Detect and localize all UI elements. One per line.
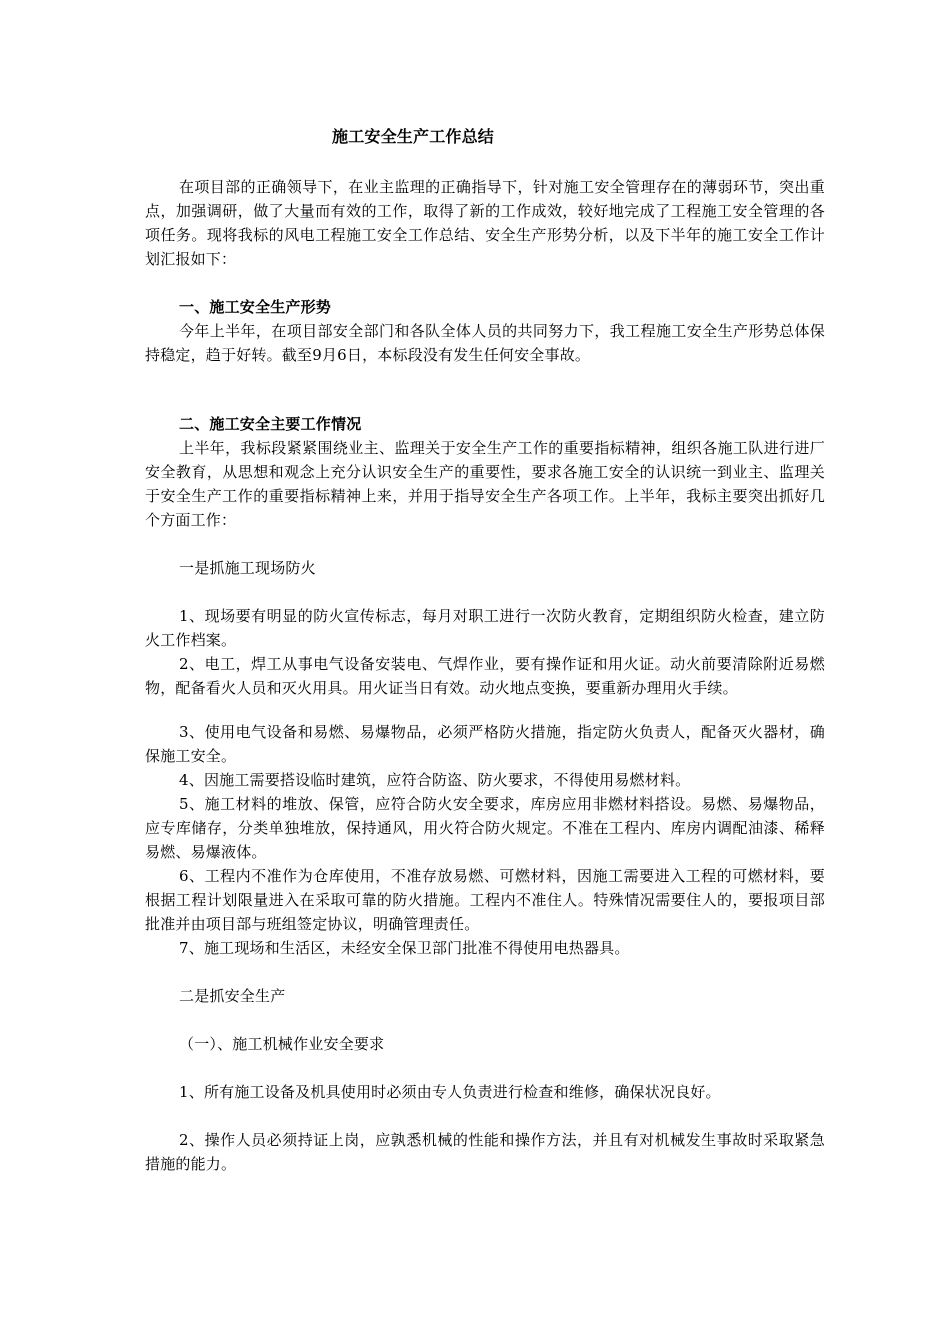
spacer — [145, 1008, 825, 1032]
section1-heading: 一、施工安全生产形势 — [179, 298, 332, 316]
spacer — [145, 700, 825, 720]
section2-heading: 二、施工安全主要工作情况 — [179, 415, 362, 433]
spacer — [145, 960, 825, 984]
safety-heading: 二是抓安全生产 — [179, 987, 286, 1005]
fire-item: 2、电工，焊工从事电气设备安装电、气焊作业，要有操作证和用火证。动火前要清除附近易燃物，配备看火人员和灭火用具。用火证当日有效。动火地点变换，要重新办理用火手续。 — [145, 655, 825, 697]
spacer — [145, 1056, 825, 1080]
section1-paragraph: 今年上半年，在项目部安全部门和各队全体人员的共同努力下，我工程施工安全生产形势总体保持稳定，趋于好转。截至9月6日，本标段没有发生任何安全事故。 — [145, 322, 825, 364]
intro-paragraph: 在项目部的正确领导下，在业主监理的正确指导下，针对施工安全管理存在的薄弱环节，突出重点，加强调研，做了大量而有效的工作，取得了新的工作成效，较好地完成了工程施工安全管理的各项任务。现将我标的风电工程施工安全工作总结、安全生产形势分析，以及下半年的施工安全工作计划汇报如下： — [145, 178, 825, 268]
fire-item: 6、工程内不准作为仓库使用，不准存放易燃、可燃材料，因施工需要进入工程的可燃材料，要根据工程计划限量进入在采取可靠的防火措施。工程内不准住人。特殊情况需要住人的，要报项目部批准并由项目部与班组签定协议，明确管理责任。 — [145, 867, 825, 933]
spacer — [145, 271, 825, 295]
fire-item: 3、使用电气设备和易燃、易爆物品，必须严格防火措施，指定防火负责人，配备灭火器材，确保施工安全。 — [145, 723, 825, 765]
fire-item: 7、施工现场和生活区，未经安全保卫部门批准不得使用电热器具。 — [179, 939, 630, 957]
safety-item: 1、所有施工设备及机具使用时必须由专人负责进行检查和维修，确保状况良好。 — [179, 1083, 721, 1101]
fire-item: 4、因施工需要搭设临时建筑，应符合防盗、防火要求，不得使用易燃材料。 — [179, 771, 691, 789]
spacer — [145, 367, 825, 412]
spacer — [145, 532, 825, 556]
document-title: 施工安全生产工作总结 — [332, 127, 495, 146]
safety-item: 2、操作人员必须持证上岗，应孰悉机械的性能和操作方法，并且有对机械发生事故时采取紧急措施的能力。 — [145, 1131, 825, 1173]
fire-item: 5、施工材料的堆放、保管，应符合防火安全要求，库房应用非燃材料搭设。易燃、易爆物品，应专库储存，分类单独堆放，保持通风，用火符合防火规定。不准在工程内、库房内调配油漆、稀释易燃、易爆液体。 — [145, 795, 825, 861]
document-body — [145, 125, 825, 1176]
spacer — [145, 580, 825, 604]
fire-item: 1、现场要有明显的防火宣传标志，每月对职工进行一次防火教育，定期组织防火检查，建立防火工作档案。 — [145, 607, 825, 649]
section2-paragraph: 上半年，我标段紧紧围绕业主、监理关于安全生产工作的重要指标精神，组织各施工队进行进厂安全教育，从思想和观念上充分认识安全生产的重要性，要求各施工安全的认识统一到业主、监理关于安全生产工作的重要指标精神上来，并用于指导安全生产各项工作。上半年，我标主要突出抓好几个方面工作： — [145, 439, 825, 529]
fire-heading: 一是抓施工现场防火 — [179, 559, 316, 577]
spacer — [145, 1104, 825, 1128]
safety-subheading: （一）、施工机械作业安全要求 — [179, 1035, 385, 1053]
